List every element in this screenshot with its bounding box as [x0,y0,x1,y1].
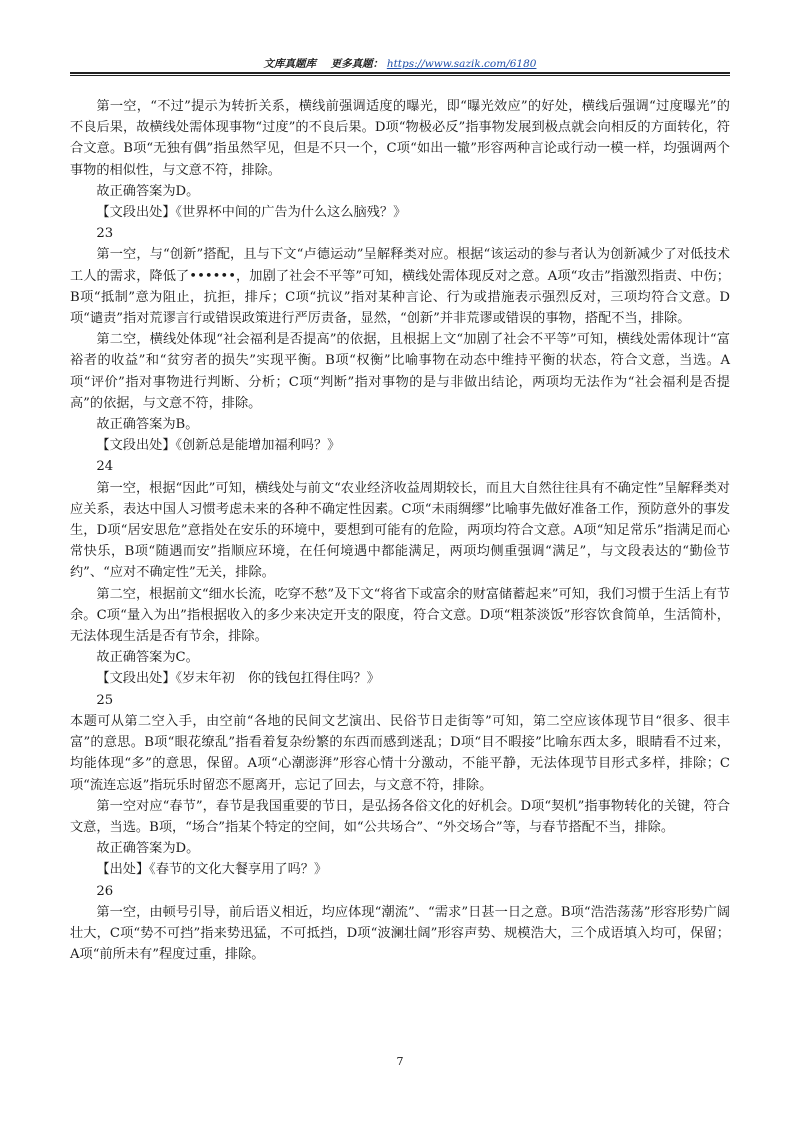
source-line: 【出处】《春节的文化大餐享用了吗？》 [96,862,328,878]
paragraph: 第一空，由顿号引导，前后语义相近，均应体现“潮流”、“需求”日甚一日之意。B项“浩浩荡荡”形容形势广阔壮大，C项“势不可挡”指来势迅猛，不可抵挡，D项“波澜壮阔”形容声势、规模浩大，三个成语填入均可，保留；A项“前所未有”程度过重，排除。 [70,904,730,963]
source-line: 【文段出处】《岁末年初 你的钱包扛得住吗？》 [96,671,380,687]
paragraph: 本题可从第二空入手，由空前“各地的民间文艺演出、民俗节日走街等”可知，第二空应该体现节目“很多、很丰富”的意思。B项“眼花缭乱”指看着复杂纷繁的东西而感到迷乱；D项“目不暇接”比喻东西太多，眼睛看不过来，均能体现“多”的意思，保留。A项“心潮澎湃”形容心情十分激动，不能平静，无法体现节目形式多样，排除；C项“流连忘返”指玩乐时留恋不愿离开，忘记了回去，与文意不符，排除。 [70,713,730,793]
source-line: 【文段出处】《世界杯中间的广告为什么这么脑残？》 [96,205,407,221]
question-number: 26 [96,883,114,899]
paragraph: 第二空，根据前文“细水长流，吃穿不愁”及下文“将省下或富余的财富储蓄起来”可知，我们习惯于生活上有节余。C项“量入为出”指根据收入的多少来决定开支的限度，符合文意。D项“粗茶淡饭”形容饮食简单，生活简朴，无法体现生活是否有节余，排除。 [70,586,730,645]
question-number: 23 [96,226,114,242]
answer-line: 故正确答案为D。 [96,183,200,199]
question-number: 25 [96,692,114,708]
page-header [70,56,730,71]
header-link[interactable]: https://www.sazik.com/6180 [386,58,537,70]
paragraph: 第一空对应“春节”，春节是我国重要的节日，是弘扬各俗文化的好机会。D项“契机”指事物转化的关键，符合文意，当选。B项，“场合”指某个特定的空间，如“公共场合”、“外交场合”等，与春节搭配不当，排除。 [70,798,730,835]
answer-line: 故正确答案为D。 [96,841,200,857]
paragraph: 第一空，根据“因此”可知，横线处与前文“农业经济收益周期较长，而且大自然往往具有不确定性”呈解释类对应关系，表达中国人习惯考虑未来的各种不确定性因素。C项“未雨绸缪”比喻事先做好准备工作，预防意外的事发生，D项“居安思危”意指处在安乐的环境中，要想到可能有的危险，两项均符合文意。A项“知足常乐”指满足而心常快乐，B项“随遇而安”指顺应环境，在任何境遇中都能满足，两项均侧重强调“满足”，与文段表达的“勤俭节约”、“应对不确定性”无关，排除。 [70,480,730,581]
site-label: 文库真题库 [263,58,317,70]
header-divider [70,72,730,76]
paragraph: 第一空，与“创新”搭配，且与下文“卢德运动”呈解释类对应。根据“该运动的参与者认为创新减少了对低技术工人的需求，降低了••••••，加剧了社会不平等”可知，横线处需体现反对之意。A项“攻击”指激烈指责、中伤；B项“抵制”意为阻止，抗拒，排斥；C项“抗议”指对某种言论、行为或措施表示强烈反对，三项均符合文意。D项“谴责”指对荒谬言行或错误政策进行严厉责备，显然，“创新”并非荒谬或错误的事物，搭配不当，排除。 [70,247,730,327]
source-line: 【文段出处】《创新总是能增加福利吗？》 [96,438,341,454]
paragraph: 第一空，“不过”提示为转折关系，横线前强调适度的曝光，即“曝光效应”的好处，横线后强调“过度曝光”的不良后果，故横线处需体现事物“过度”的不良后果。D项“物极必反”指事物发展到极点就会向相反的方面转化，符合文意。B项“无独有偶”指虽然罕见，但是不只一个，C项“如出一辙”形容两种言论或行动一模一样，均强调两个事物的相似性，与文意不符，排除。 [70,99,730,178]
question-number: 24 [96,459,114,475]
answer-line: 故正确答案为B。 [96,417,199,433]
answer-line: 故正确答案为C。 [96,650,199,666]
document-body [70,96,730,965]
page-number: 7 [396,1055,404,1068]
paragraph: 第二空，横线处体现“社会福利是否提高”的依据，且根据上文“加剧了社会不平等”可知，横线处需体现计“富裕者的收益”和“贫穷者的损失”实现平衡。B项“权衡”比喻事物在动态中维持平衡的状态，符合文意，当选。A项“评价”指对事物进行判断、分析；C项“判断”指对事物的是与非做出结论，两项均无法作为“社会福利是否提高”的依据，与文意不符，排除。 [70,332,730,411]
more-label: 更多真题： [330,58,384,70]
